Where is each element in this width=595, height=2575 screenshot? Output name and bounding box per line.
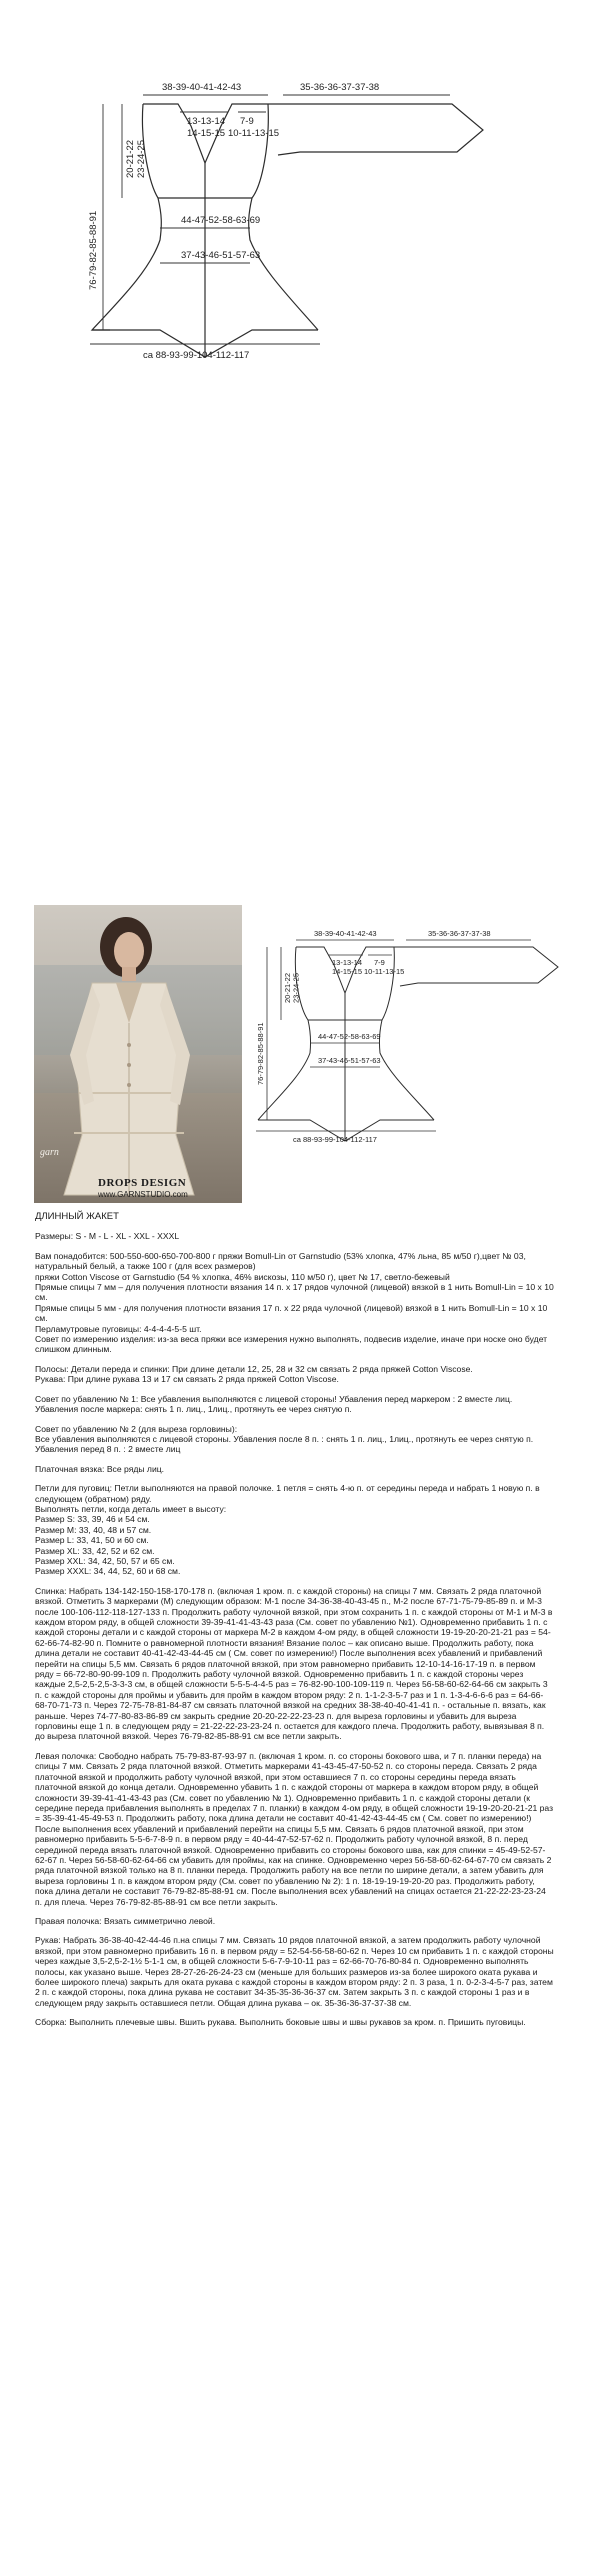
- garn-mark: garn: [40, 1147, 59, 1158]
- small-bust-label: 44-47-52-58-63-69: [318, 1032, 381, 1041]
- small-top-left-label: 38-39-40-41-42-43: [314, 929, 377, 938]
- large-neck-a-label: 13-13-14: [187, 116, 226, 127]
- schematic-large: [0, 0, 595, 470]
- left-front-paragraph: Левая полочка: Свободно набрать 75-79-83-87-93-97 п. (включая 1 кром. п. со стороны бокового шва, и 7 п. планки переда) на спицы 7 мм. Связать 2 ряда платочной вязкой. Отметить маркерами 41-43-45-47-50-52 п. со стороны переда. Связать 2 ряда платочной вязкой и продолжить работу чулочной вязкой, при этом оставшиеся 7 п. со стороны середины переда вязать платочной вязкой до конца детали. Одновременно убавить 1 п. с каждой стороны от маркера в каждом втором ряду, в общей сложности 39-39-41-41-43-43 раз (См. совет по убавлению № 1). Одновременно прибавить 1 п. с каждой стороны детали (к середине переда прибавления выполнять в пределах 7 п. планки) в каждом 4-ом ряду, в общей сложности 19-19-20-20-21-21 раз = 35-39-41-45-49-53 п. Продолжить работу, пока длина детали не составит 40-41-42-43-44-45 см ( См. совет по измерению!) После выполнения всех убавлений и прибавлений перейти на спицы 5,5 мм. Связать 6 рядов платочной вязкой, при этом равномерно прибавить 5-5-6-7-8-9 п. в первом ряду = 40-44-47-52-57-62 п. Продолжить работу чулочной вязкой, 8 п. перед серединой переда вязать платочной вязкой. Одновременно прибавить со стороны бокового шва, как для спинки = 45-49-52-57-62-67 п. Через 56-58-60-62-64-66 см убавить для проймы, как на спинке. Одновременно через 56-58-60-62-64-67-70 см связать 2 ряда платочной вязкой только на 8 п. планки переда. Продолжить работу на все петли по ширине детали, а затем убавить для выреза горловины 1 п. в каждом втором ряду (См. совет по убавлению № 2): 1 п. 18-19-19-19-20-20 раз. Продолжить работу, пока длина детали не составит 76-79-82-85-88-91 см. После выполнения всех убавлений на спицах остается 21-22-22-23-23-24 п. для плеча. Через 76-79-82-85-88-91 см все петли закрыть.: [35, 1750, 554, 1907]
- small-neck-a-label: 13-13-14: [332, 958, 363, 967]
- stripes-paragraph: Полосы: Детали переда и спинки: При длине детали 12, 25, 28 и 32 см связать 2 ряда пряжей Cotton Viscose. Рукава: При длине рукава 13 и 17 см связать 2 ряда пряжей Cotton Viscose.: [35, 1363, 473, 1385]
- drops-design-logo: DROPS DESIGN: [98, 1177, 187, 1189]
- decrease-tip-1-paragraph: Совет по убавлению № 1: Все убавления выполняются с лицевой стороны! Убавления перед маркером : 2 вместе лиц. Убавления после маркера: снять 1 п. лиц., 1лиц., протянуть ее через снятую п.: [35, 1393, 513, 1415]
- model-photo: [34, 905, 242, 1203]
- schematic-small: [248, 925, 578, 1215]
- large-waist-label: 37-43-46-51-57-63: [181, 250, 261, 261]
- materials-paragraph: Вам понадобится: 500-550-600-650-700-800 г пряжи Bomull-Lin от Garnstudio (53% хлопка, 47% льна, 85 м/50 г),цвет № 03, натуральный белый, а также 100 г (для всех размеров) пряжи Cotton Viscose от Garnstudio (54 % хлопка, 46% вискозы, 110 м/50 г), цвет № 17, светло-бежевый Прямые спицы 7 мм – для получения плотности вязания 14 п. х 17 рядов чулочной (лицевой) вязкой в 1 нить Bomull-Lin = 10 х 10 см. Прямые спицы 5 мм - для получения плотности вязания 17 п. х 22 ряда чулочной (лицевой) вязкой в 1 нить Bomull-Lin = 10 х 10 см. Перламутровые пуговицы: 4-4-4-4-5-5 шт. Совет по измерению изделия: из-за веса пряжи все измерения нужно выполнять, подвесив изделие, иначе при носке оно будет слишком длинным.: [35, 1250, 554, 1355]
- large-left-full-label: 76-79-82-85-88-91: [88, 210, 99, 290]
- right-front-paragraph: Правая полочка: Вязать симметрично левой.: [35, 1915, 216, 1926]
- pattern-instructions: [35, 1212, 555, 2037]
- small-waist-label: 37-43-46-51-57-63: [318, 1056, 381, 1065]
- small-shoulder-b-label: 10-11-13-15: [364, 967, 405, 976]
- model-figure: [34, 905, 242, 1203]
- sleeve-paragraph: Рукав: Набрать 36-38-40-42-44-46 п.на спицы 7 мм. Связать 10 рядов платочной вязкой, а затем продолжить работу чулочной вязкой, при этом равномерно прибавить 16 п. в первом ряду = 52-54-56-58-60-62 п. Через 10 см прибавить 1 п. с каждой стороны через каждые 3,5-2,5-2-1½ 5-1-1 см, в общей сложности 5-6-7-9-10-11 раз = 62-66-70-76-80-84 п. Одновременно выполнять полосы, как указано выше. Через 28-27-26-26-24-23 см (меньше для больших размеров из-за более широкого окатa рукава и более широкого плеча) закрыть для окатa рукава с каждой стороны в каждом втором ряду: 2 п. 3 раза, 1 п. 0-2-3-4-5-7 раз, затем 2 п. с каждой стороны, пока длина рукава не составит 34-35-35-36-36-37 см. Затем закрыть 3 п. с каждой стороны 1 раз и в следующем ряду закрыть оставшиеся петли. Общая длина рукава – ок. 35-36-36-37-37-38 см.: [35, 1935, 554, 2008]
- pattern-title: ДЛИННЫЙ ЖАКЕТ: [35, 1211, 119, 1222]
- small-left-upper-label: 20-21-2223-24-25: [283, 972, 301, 1003]
- assembly-paragraph: Сборка: Выполнить плечевые швы. Вшить рукава. Выполнить боковые швы и швы рукавов за кром. п. Пришить пуговицы.: [35, 2017, 526, 2028]
- schematic-large-outline: [92, 104, 483, 357]
- small-bottom-label: ca 88-93-99-104-112-117: [293, 1135, 377, 1144]
- large-neck-b-label: 14-15-15: [187, 128, 226, 139]
- small-neck-b-label: 14-15-15: [332, 967, 363, 976]
- sizes-paragraph: Размеры: S - M - L - XL - XXL - XXXL: [35, 1231, 180, 1242]
- schematic-small-outline: [258, 947, 558, 1141]
- large-top-right-label: 35-36-36-37-37-38: [300, 82, 380, 93]
- large-left-upper-label: 20-21-2223-24-25: [125, 139, 147, 178]
- large-shoulder-b-label: 10-11-13-15: [228, 128, 280, 139]
- large-shoulder-a-label: 7-9: [240, 116, 254, 127]
- large-bottom-label: ca 88-93-99-104-112-117: [143, 350, 250, 361]
- small-left-full-label: 76-79-82-85-88-91: [256, 1022, 265, 1085]
- large-top-left-label: 38-39-40-41-42-43: [162, 82, 242, 93]
- large-bust-label: 44-47-52-58-63-69: [181, 215, 261, 226]
- small-shoulder-a-label: 7-9: [374, 958, 385, 967]
- back-paragraph: Спинка: Набрать 134-142-150-158-170-178 п. (включая 1 кром. п. с каждой стороны) на спицы 7 мм. Связать 2 ряда платочной вязкой. Отметить 3 маркерами (М) следующим образом: М-1 после 34-36-38-40-43-45 п., М-2 после 67-71-75-79-85-89 п. и М-3 после 100-106-112-118-127-133 п. Продолжить работу чулочной вязкой, при этом сохранить 1 п. с каждой стороны от М-1 и М-3 в каждом втором ряду, в общей сложности 39-39-41-41-43-43 раза (См. совет по убавлению №1). Одновременно прибавить 1 п. с каждой стороны детали и с каждой стороны от маркера М-2 в каждом 4-ом ряду, в общей сложности 19-19-20-20-21-21 раз = 54-62-66-74-82-90 п. Помните о равномерной плотности вязания! Вязание полос – как описано выше. Продолжить работу, пока длина детали не составит 40-41-42-43-44-45 см ( См. совет по измерению!) После выполнения всех убавлений и прибавлений перейти на спицы 5,5 мм. Связать 6 рядов платочной вязкой, при этом равномерно прибавить 12-10-14-16-17-19 п. в первом ряду = 66-72-80-90-99-109 п. Продолжить работу чулочной вязкой. Одновременно прибавить 1 п. с каждой стороны через каждые 2,5-2,5-2,5-3-3-3 см, в общей сложности 5-5-5-4-4-5 раз = 76-82-90-100-109-119 п. Через 56-58-60-62-64-66 см закрыть 3 п. с каждой стороны для проймы и убавить для пройм в каждом втором ряду: 2 п. 1-1-2-3-5-7 раз и 1 п. 1-3-4-6-6-6 раз = 64-66-68-70-71-73 п. Через 72-75-78-81-84-87 см связать платочной вязкой на средних 38-38-40-40-41-41 п. - остальные п. вязать, как раньше. Через 74-77-80-83-86-89 см закрыть средние 20-20-22-22-23-23 п. для выреза горловины и убавить для выреза горловины еще 1 п. в следующем ряду = 21-22-22-23-23-24 п. остается для каждого плеча. Продолжить работу, вывязывая 8 п. до выреза платочной вязкой. Через 76-79-82-85-88-91 см все петли закрыть.: [35, 1585, 553, 1742]
- small-top-right-label: 35-36-36-37-37-38: [428, 929, 491, 938]
- decrease-tip-2-paragraph: Совет по убавлению № 2 (для выреза горловины): Все убавления выполняются с лицевой стороны. Убавления после 8 п. : снять 1 п. лиц., 1лиц., протянуть ее через снятую п. Убавления перед 8 п. : 2 вместе лиц: [35, 1423, 534, 1455]
- garter-paragraph: Платочная вязка: Все ряды лиц.: [35, 1463, 165, 1474]
- garnstudio-site: www.GARNSTUDIO.com: [98, 1190, 188, 1199]
- buttonholes-paragraph: Петли для пуговиц: Петли выполняются на правой полочке. 1 петля = снять 4-ю п. от середины переда и набрать 1 новую п. в следующем (обратном) ряду. Выполнять петли, когда деталь имеет в высоту: Размер S: 33, 39, 46 и 54 см. Размер M: 33, 40, 48 и 57 см. Размер L: 33, 41, 50 и 60 см. Размер XL: 33, 42, 52 и 62 см. Размер XXL: 34, 42, 50, 57 и 65 см. Размер XXXL: 34, 44, 52, 60 и 68 см.: [35, 1483, 540, 1577]
